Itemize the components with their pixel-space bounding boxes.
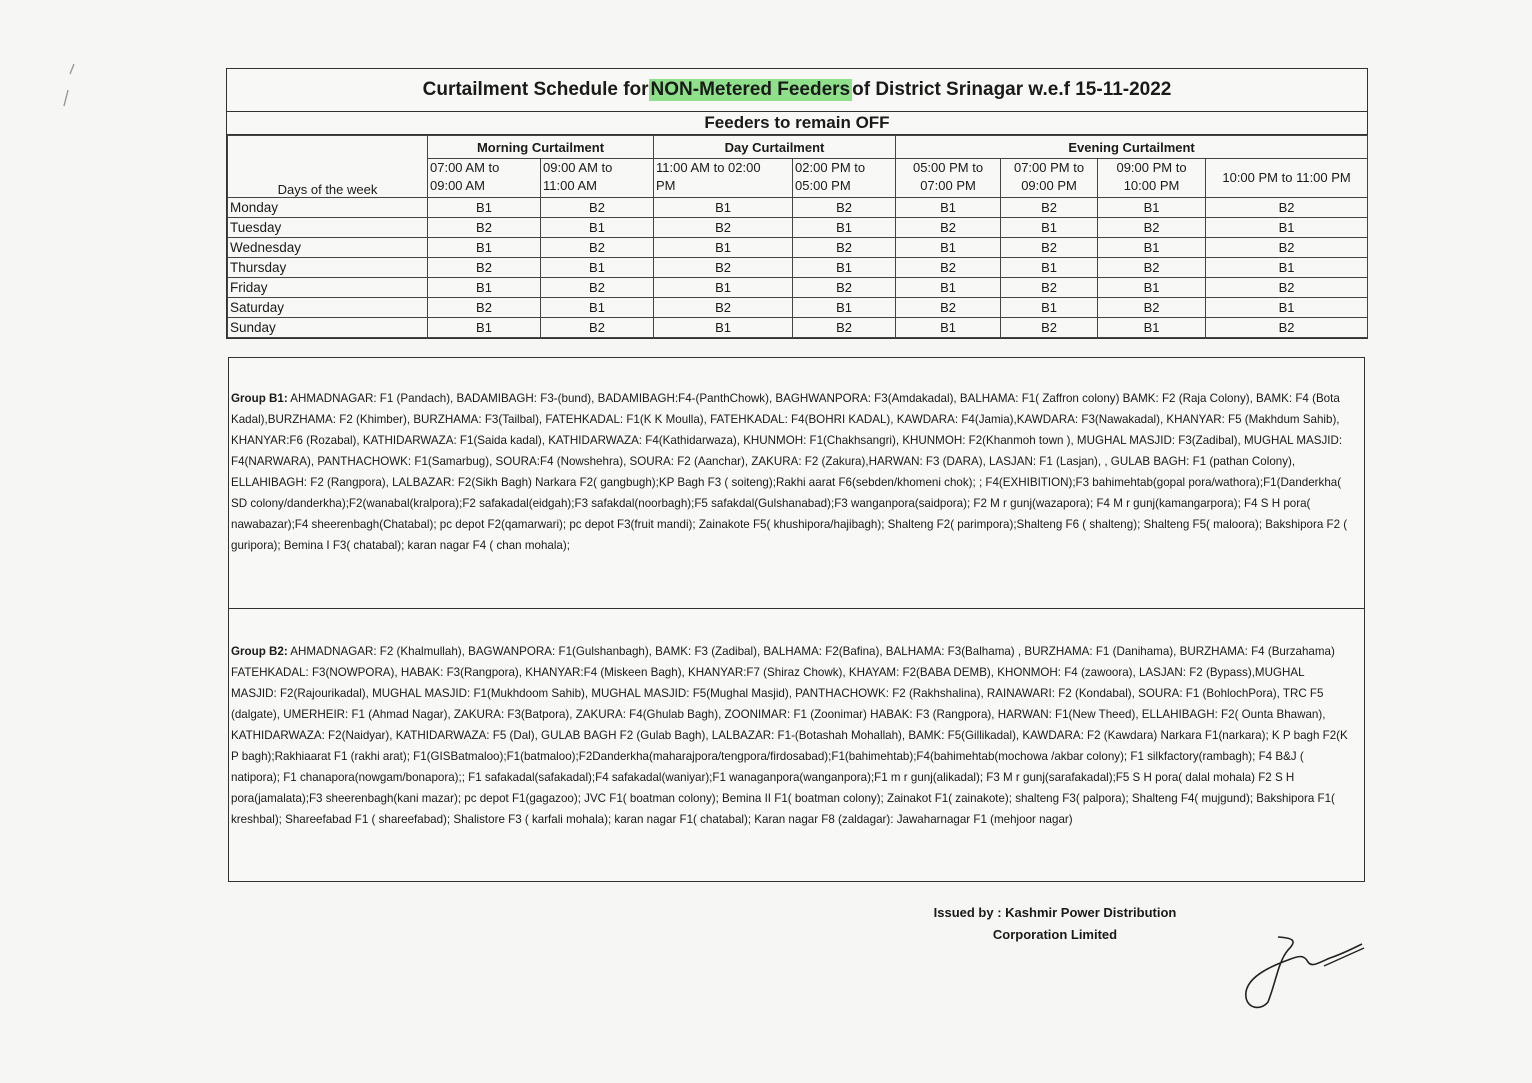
day-cell: Friday bbox=[228, 278, 428, 298]
slot-header: 11:00 AM to 02:00 PM bbox=[654, 159, 793, 198]
table-row bbox=[228, 298, 1368, 318]
group-cell: B1 bbox=[896, 318, 1001, 338]
day-cell: Wednesday bbox=[228, 238, 428, 258]
group-cell: B1 bbox=[541, 218, 654, 238]
group-cell: B2 bbox=[541, 238, 654, 258]
group-cell: B2 bbox=[793, 198, 896, 218]
schedule-table-container bbox=[226, 68, 1368, 339]
group-b2-text: AHMADNAGAR: F2 (Khalmullah), BAGWANPORA: F1(Gulshanbagh), BAMK: F3 (Zadibal), BALHAMA: F2(Bafina), BALHAMA: F3(Balhama) , BURZHAMA: F1 (Danihama), BURZHAMA: F4 (Burzahama) FATEHKADAL: F3(NOWPORA), HABAK: F3(Rangpora), KHANYAR:F4 (Miskeen Bagh), KHANYAR:F7 (Shiraz Chowk), KHAYAM: F2(BABA DEMB), KHONMOH: F4 (zawoora), LASJAN: F2 (Bypass),MUGHAL MASJID: F2(Rajourikadal), MUGHAL MASJID: F1(Mukhdoom Sahib), MUGHAL MASJID: F5(Mughal Masjid), PANTHACHOWK: F2 (Rakhshalina), RAINAWARI: F2 (Kondabal), SOURA: F1 (BohlochPora), TRC F5 (dalgate), UMERHEIR: F1 (Ahmad Nagar), ZAKURA: F3(Batpora), ZAKURA: F4(Ghulab Bagh), ZOONIMAR: F1 (Zoonimar) HABAK: F3 (Rangpora), HARWAN: F1(New Theed), ELLAHIBAGH: F2( Ounta Bhawan), KATHIDARWAZA: F2(Naidyar), KATHIDARWAZA: F5 (Dal), GULAB BAGH F2 (Gulab Bagh), LALBAZAR: F1-(Botashah Mohallah), BAMK: F5(Gillikadal), KAWDARA: F2 (Kawdara) Narkara F1(narkara); K P bagh F2(K P bagh);Rakhiaarat F1 (rakhi arat); F1(GISBatmaloo);F1(batmaloo);F2Danderkha(maharajpora/tengpora/firdosabad);F1(bahimehtab);F4(bahimehtab(mochowa /akbar colony); F1 silkfactory(rambagh); F4 B&J ( natipora); F1 chanapora(nowgam/bonapora);; F1 safakadal(safakadal);F4 safakadal(waniyar);F1 wanaganpora(wanganpora);F1 m r gunj(alikadal); F3 M r gunj(sarafakadal);F5 S H pora( dalal mohala) F2 S H pora(jamalata);F3 sheerenbagh(kani mazar); pc depot F1(gagazoo); JVC F1( boatman colony); Bemina II F1( boatman colony); Zainakot F1( zainakote); shalteng F3( palpora); Shalteng F4( mujgund); Bakshipora F1( kreshbal); Shareefabad F1 ( shareefabad); Shalistore F3 ( karfali mohala); karan nagar F1( chatabal); Karan nagar F8 (zaldagar): Jawaharnagar F1 (mehjoor nagar) bbox=[231, 645, 1348, 826]
table-row bbox=[228, 198, 1368, 218]
group-cell: B2 bbox=[1001, 198, 1098, 218]
group-cell: B1 bbox=[1001, 218, 1098, 238]
group-cell: B1 bbox=[793, 258, 896, 278]
group-cell: B2 bbox=[428, 218, 541, 238]
group-cell: B2 bbox=[1001, 278, 1098, 298]
group-cell: B1 bbox=[428, 198, 541, 218]
group-cell: B1 bbox=[1098, 238, 1206, 258]
slot-header: 02:00 PM to 05:00 PM bbox=[793, 159, 896, 198]
group-cell: B1 bbox=[541, 298, 654, 318]
group-cell: B1 bbox=[793, 218, 896, 238]
slot-header: 09:00 PM to 10:00 PM bbox=[1098, 159, 1206, 198]
page-title bbox=[227, 69, 1367, 112]
group-cell: B1 bbox=[654, 238, 793, 258]
table-row bbox=[228, 278, 1368, 298]
group-cell: B2 bbox=[1001, 318, 1098, 338]
group-cell: B2 bbox=[654, 258, 793, 278]
group-cell: B2 bbox=[1206, 238, 1368, 258]
group-b1-text: AHMADNAGAR: F1 (Pandach), BADAMIBAGH: F3-(bund), BADAMIBAGH:F4-(PanthChowk), BAGHWANPORA: F3(Amdakadal), BALHAMA: F1( Zaffron colony) BAMK: F2 (Raja Colony), BAMK: F4 (Bota Kadal),BURZHAMA: F2 (Khimber), BURZHAMA: F3(Tailbal), FATEHKADAL: F1(K K Moulla), FATEHKADAL: F4(BOHRI KADAL), KAWDARA: F4(Jamia),KAWDARA: F3(Nawakadal), KHANYAR: F5 (Makhdum Sahib), KHANYAR:F6 (Rozabal), KATHIDARWAZA: F1(Saida kadal), KATHIDARWAZA: F4(Kathidarwaza), KHUNMOH: F1(Chakhsangri), KHUNMOH: F2(Khanmoh town ), MUGHAL MASJID: F3(Zadibal), MUGHAL MASJID: F4(NARWARA), PANTHACHOWK: F1(Samarbug), SOURA:F4 (Nowshehra), SOURA: F2 (Aanchar), ZAKURA: F2 (Zakura),HARWAN: F3 (DARA), LASJAN: F1 (Lasjan), , GULAB BAGH: F1 (pathan Colony), ELLAHIBAGH: F2 (Rangpora), LALBAZAR: F2(Sikh Bagh) Narkara F2( gangbugh);KP Bagh F3 ( soiteng);Rakhi aarat F6(sebden/khomeni chok); ; F4(EXHIBITION);F3 bahimehtab(gopal pora/wathora);F1(Danderkha( SD colony/danderkha);F2(wanabal(kralpora);F2 safakadal(eidgah);F3 safakdal(noorbagh);F5 safakdal(Gulshanabad);F3 wanganpora(saidpora); F2 M r gunj(wazapora); F4 M r gunj(kamangarpora); F4 S H pora( nawabazar);F4 sheerenbagh(Chatabal); pc depot F2(qamarwari); pc depot F3(fruit mandi); Zainakote F5( khushipora/hajibagh); Shalteng F2( parimpora);Shalteng F6 ( shalteng); Shalteng F5( maloora); Bakshipora F2 ( guripora); Bemina I F3( chatabal); karan nagar F4 ( chan mohala); bbox=[231, 392, 1348, 552]
group-cell: B1 bbox=[654, 198, 793, 218]
group-cell: B2 bbox=[1098, 218, 1206, 238]
group-cell: B1 bbox=[428, 318, 541, 338]
group-cell: B2 bbox=[428, 258, 541, 278]
day-cell: Sunday bbox=[228, 318, 428, 338]
group-cell: B2 bbox=[541, 318, 654, 338]
group-cell: B2 bbox=[793, 238, 896, 258]
group-cell: B2 bbox=[654, 298, 793, 318]
schedule-table bbox=[227, 135, 1368, 338]
group-evening: Evening Curtailment bbox=[896, 136, 1368, 159]
slot-header: 07:00 AM to 09:00 AM bbox=[428, 159, 541, 198]
group-cell: B1 bbox=[654, 278, 793, 298]
issued-by-line-1: Issued by : Kashmir Power Distribution bbox=[933, 905, 1177, 920]
group-day: Day Curtailment bbox=[654, 136, 896, 159]
group-cell: B2 bbox=[1206, 278, 1368, 298]
group-cell: B2 bbox=[1206, 318, 1368, 338]
group-cell: B2 bbox=[896, 298, 1001, 318]
group-cell: B1 bbox=[1206, 218, 1368, 238]
group-cell: B1 bbox=[793, 298, 896, 318]
group-morning: Morning Curtailment bbox=[428, 136, 654, 159]
issued-by-line-2: Corporation Limited bbox=[992, 927, 1118, 942]
day-cell: Thursday bbox=[228, 258, 428, 278]
group-cell: B2 bbox=[541, 278, 654, 298]
group-cell: B1 bbox=[896, 278, 1001, 298]
group-cell: B2 bbox=[793, 318, 896, 338]
title-prefix: Curtailment Schedule for bbox=[422, 79, 649, 100]
group-b2-section bbox=[228, 608, 1365, 882]
group-b2-label: Group B2: bbox=[231, 645, 288, 658]
group-cell: B1 bbox=[1098, 318, 1206, 338]
group-cell: B1 bbox=[541, 258, 654, 278]
group-cell: B1 bbox=[654, 318, 793, 338]
group-cell: B2 bbox=[1098, 258, 1206, 278]
group-cell: B2 bbox=[654, 218, 793, 238]
slot-header: 09:00 AM to 11:00 AM bbox=[541, 159, 654, 198]
signature bbox=[1238, 932, 1368, 1012]
table-row bbox=[228, 218, 1368, 238]
slot-header: 10:00 PM to 11:00 PM bbox=[1206, 159, 1368, 198]
group-cell: B2 bbox=[896, 258, 1001, 278]
day-cell: Monday bbox=[228, 198, 428, 218]
group-cell: B1 bbox=[1001, 258, 1098, 278]
table-row bbox=[228, 258, 1368, 278]
table-row bbox=[228, 318, 1368, 338]
issued-by bbox=[930, 902, 1180, 946]
group-cell: B2 bbox=[428, 298, 541, 318]
group-cell: B2 bbox=[896, 218, 1001, 238]
group-cell: B1 bbox=[1206, 258, 1368, 278]
group-cell: B2 bbox=[541, 198, 654, 218]
group-cell: B2 bbox=[1001, 238, 1098, 258]
group-cell: B1 bbox=[1098, 278, 1206, 298]
group-cell: B1 bbox=[428, 278, 541, 298]
day-cell: Saturday bbox=[228, 298, 428, 318]
group-cell: B1 bbox=[896, 198, 1001, 218]
slot-header: 05:00 PM to 07:00 PM bbox=[896, 159, 1001, 198]
table-row bbox=[228, 238, 1368, 258]
slot-header: 07:00 PM to 09:00 PM bbox=[1001, 159, 1098, 198]
paper-mark bbox=[60, 60, 80, 110]
day-cell: Tuesday bbox=[228, 218, 428, 238]
group-b1-section bbox=[228, 357, 1365, 609]
group-b1-label: Group B1: bbox=[231, 392, 288, 405]
days-header: Days of the week bbox=[228, 136, 428, 198]
title-highlight: NON-Metered Feeders bbox=[650, 79, 851, 100]
subtitle: Feeders to remain OFF bbox=[227, 112, 1367, 135]
group-cell: B2 bbox=[793, 278, 896, 298]
group-cell: B1 bbox=[896, 238, 1001, 258]
group-cell: B1 bbox=[1206, 298, 1368, 318]
group-cell: B1 bbox=[1098, 198, 1206, 218]
group-cell: B1 bbox=[428, 238, 541, 258]
group-cell: B2 bbox=[1206, 198, 1368, 218]
group-cell: B2 bbox=[1098, 298, 1206, 318]
title-suffix: of District Srinagar w.e.f 15-11-2022 bbox=[852, 79, 1172, 100]
group-cell: B1 bbox=[1001, 298, 1098, 318]
